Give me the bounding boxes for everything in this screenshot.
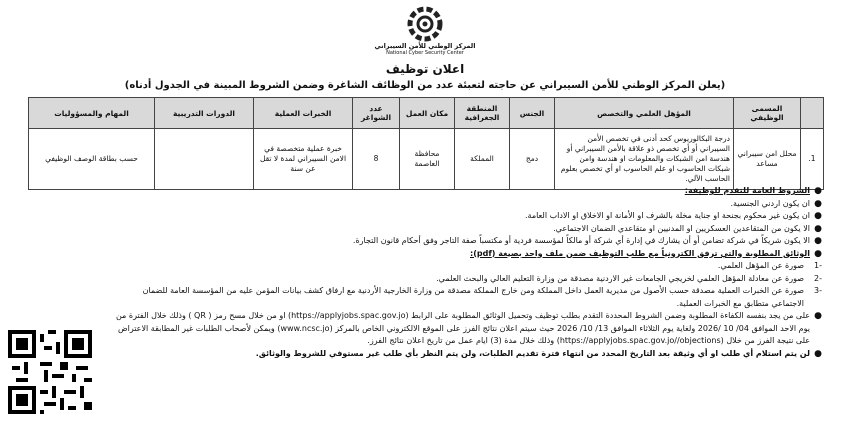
table-header-row: [29, 98, 824, 129]
org-name-ar: المركز الوطني للأمن السيبراني: [374, 42, 476, 50]
cell-vacancies: 8: [353, 129, 400, 190]
bullet-icon: ●: [814, 236, 822, 246]
header-experience: الخبرات العملية: [254, 98, 353, 129]
condition-item: ● الا يكون من المتقاعدين العسكريين او المدنيين او متقاعدي الضمان الاجتماعي.: [553, 223, 822, 234]
cell-job-title: محلل امن سيبراني مساعد: [734, 129, 801, 190]
condition-item: ● ان يكون غير محكوم بجنحة او جناية مخلة بالشرف او الأمانة او الاخلاق او الاداب العامة.: [524, 211, 822, 221]
bullet-icon: ●: [814, 186, 822, 196]
jobs-table: [28, 97, 824, 190]
header-qualification: المؤهل العلمي والتخصص: [555, 98, 734, 129]
apply-warning: ● لن يتم استلام أي طلب او أي وثيقة بعد التاريخ المحدد من انتهاء فترة تقديم الطلبات، ولن يتم النظر بأي طلب غير مستوفي للشروط والوثائق.: [255, 348, 822, 359]
cell-region: المملكة: [455, 129, 510, 190]
bullet-icon: ●: [814, 248, 822, 259]
header-workplace: مكان العمل: [400, 98, 455, 129]
org-name-en: National Cyber Security Center: [386, 50, 464, 56]
bullet-icon: ●: [814, 198, 822, 209]
apply-instructions: ● على من يجد بنفسه الكفاءة المطلوبة وضمن الشروط المحددة التقدم بطلب توظيف وتحميل الوثائق المطلوبة على الرابط (https://applyjobs.spac.gov.jo) او من خلال مسح رمز ( QR ) وذلك خلال الفترة من يوم الاحد الموافق 04/ 10 /2026 ولغاية يوم الثلاثاء الموافق 13/ 10/ 2026 حيث سيتم اعلان نتائج الفرز على الموقع الالكتروني الخاص بالمركز (www.ncsc.jo) ويمكن لأصحاب الطلبات غير المطابقة الاعتراض على نتيجة الفرز من خلال (https://applyjobs.spac.gov.jo//objections) وذلك خلال مدة (3) ايام عمل من تاريخ اعلان نتائج الفرز.: [115, 311, 822, 345]
qr-code-icon[interactable]: [8, 330, 92, 414]
cell-experience: خبرة عملية متخصصة في الامن السيبراني لمدة لا تقل عن سنة: [254, 129, 353, 190]
condition-item: ● ان يكون اردني الجنسية.: [730, 198, 822, 209]
bullet-icon: ●: [814, 211, 822, 221]
document-item: -3 صورة عن الخبرات العملية مصدقة حسب الأصول من مديرية العمل داخل المملكة ومن خارج المملكة مصدقة من وزارة الخارجية الأردنية مع ارفاق كشف بيانات المؤمن عليه من المؤسسة العامة للضمان الاجتماعي متطابق مع الخبرات العملية.: [142, 286, 822, 308]
intro-text: (يعلن المركز الوطني للأمن السيبراني عن حاجته لتعبئة عدد من الوظائف الشاغرة وضمن الشروط المبينة في الجدول أدناه): [124, 80, 726, 91]
page-title: اعلان توظيف: [385, 62, 465, 76]
cell-qualification: درجة البكالوريوس كحد أدنى في تخصص الأمن السيبراني أو أي تخصص ذو علاقة بالأمن السيبراني أو هندسة امن الشبكات والمعلومات او هندسة وامن شبكات الحاسوب او علم الحاسوب او أي تخصص بعلوم الحاسب الآلي.: [555, 129, 734, 190]
header-region: المنطقة الجغرافية: [455, 98, 510, 129]
conditions-heading: ● الشروط العامة للتقدم للوظيفة:: [684, 186, 822, 196]
bullet-icon: ●: [814, 348, 822, 359]
document-item: -1 صورة عن المؤهل العلمي.: [717, 261, 822, 270]
header-courses: الدورات التدريبية: [155, 98, 254, 129]
condition-item: ● الا يكون شريكاً في شركة تضامن أو أن يشارك في إدارة أي شركة أو مالكاً لمؤسسة فردية أو مكتسباً صفة التاجر وفق أحكام قانون التجارة.: [352, 236, 822, 246]
document-item: -2 صورة عن معادلة المؤهل العلمي لخريجي الجامعات غير الاردنية مصدقة من وزارة التعليم العالي والبحث العلمي.: [436, 273, 822, 283]
bullet-icon: ●: [814, 311, 822, 321]
bullet-icon: ●: [814, 223, 822, 234]
cell-gender: دمج: [510, 129, 555, 190]
header-duties: المهام والمسؤوليات: [29, 98, 155, 129]
cell-index: 1.: [801, 129, 824, 190]
header-vacancies: عدد الشواغر: [353, 98, 400, 129]
cell-duties: حسب بطاقة الوصف الوظيفي: [29, 129, 155, 190]
header-job-title: المسمى الوظيفي: [734, 98, 801, 129]
header-index: [801, 98, 824, 129]
table-row: [29, 129, 824, 190]
announcement-body: [110, 185, 822, 360]
header-gender: الجنس: [510, 98, 555, 129]
documents-heading: ● الوثائق المطلوبة والتي ترفق الكترونياً مع طلب التوظيف ضمن ملف واحد بصيغة (pdf):: [470, 248, 822, 259]
cell-courses: [155, 129, 254, 190]
cell-workplace: محافظة العاصمة: [400, 129, 455, 190]
